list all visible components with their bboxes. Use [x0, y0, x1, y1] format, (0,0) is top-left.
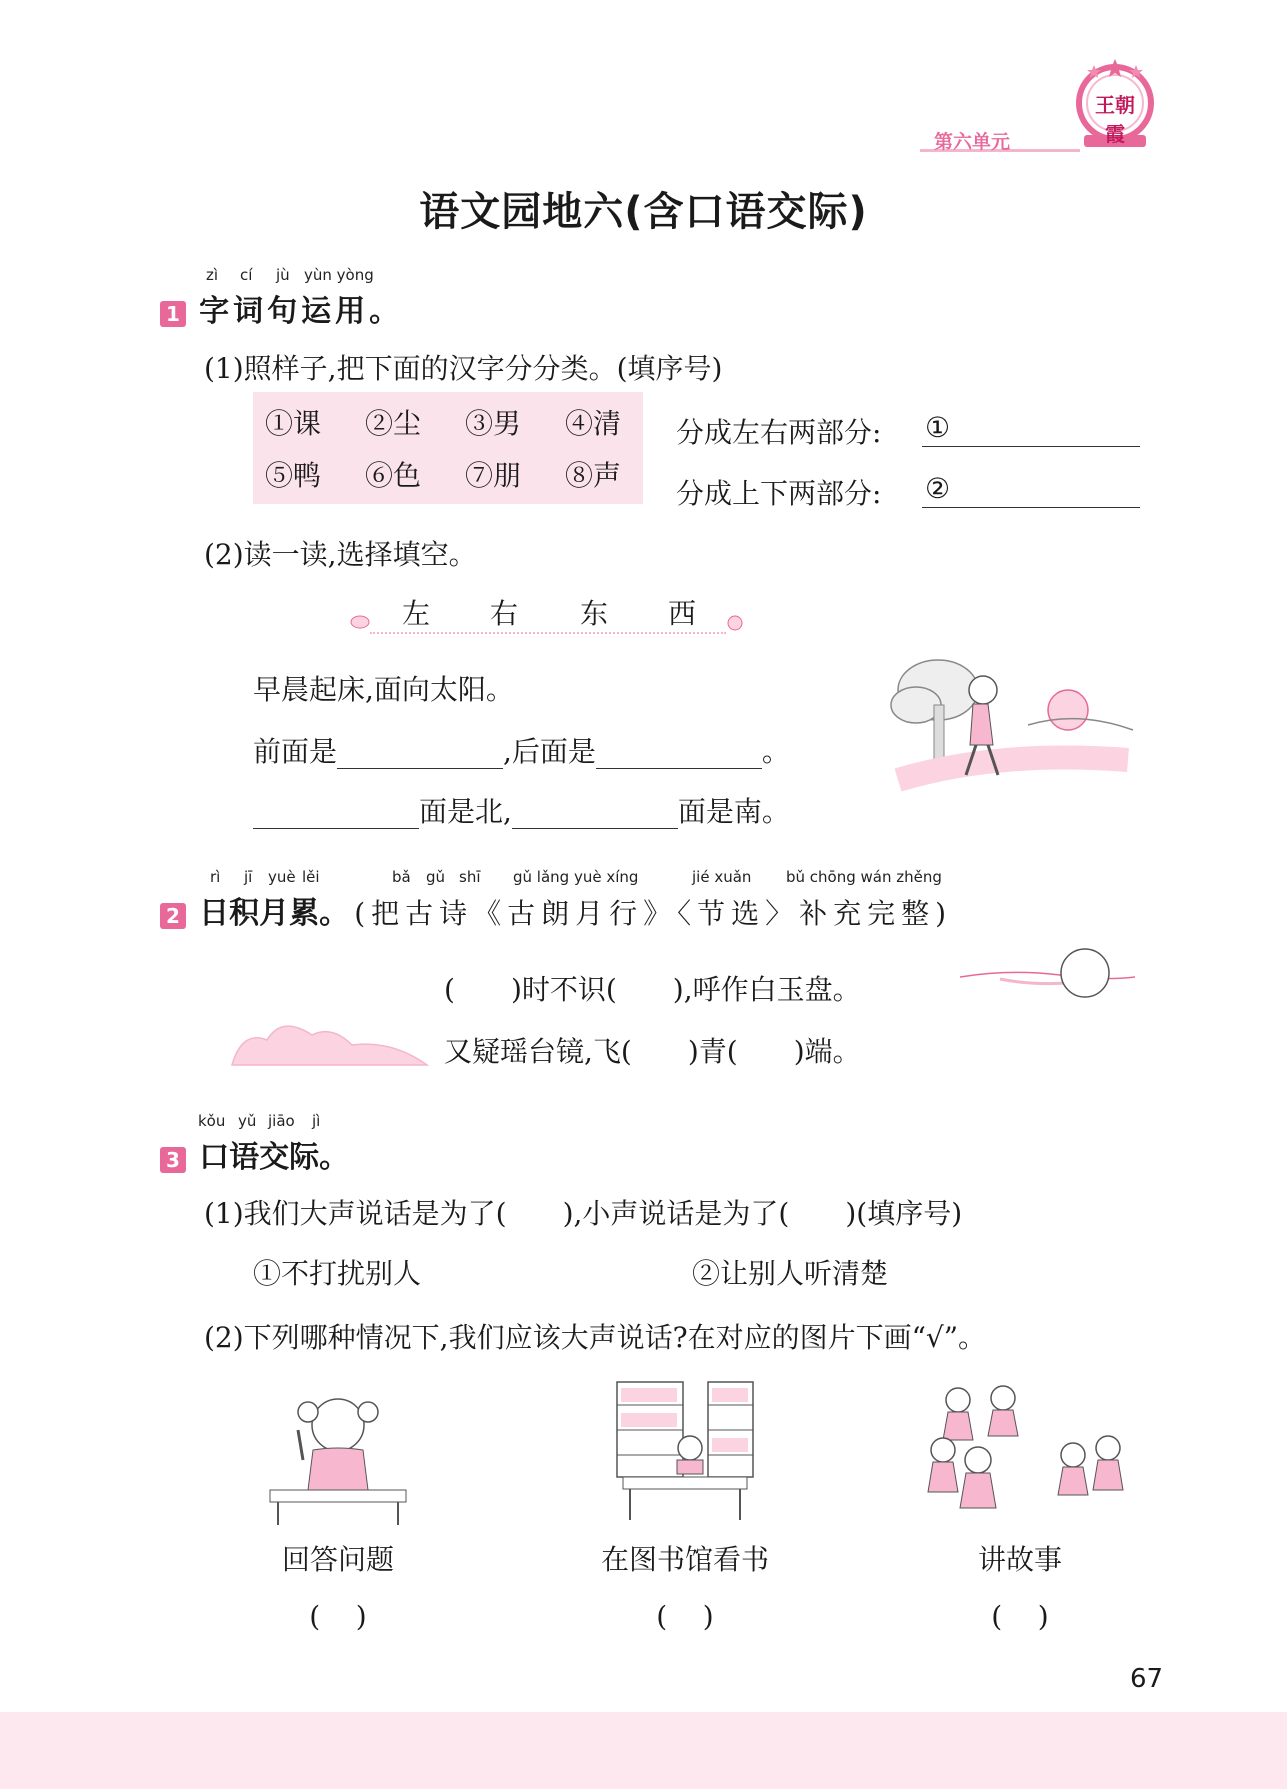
text-span: 又疑瑶台镜,飞( — [444, 1035, 632, 1068]
top-bottom-answer-line[interactable] — [922, 507, 1140, 508]
header — [920, 55, 1160, 155]
left-right-label: 分成左右两部分: — [676, 416, 882, 449]
footer-band — [0, 1712, 1287, 1789]
pinyin: gǔ lǎng yuè xíng — [513, 868, 639, 886]
s3-q2-instruction: (2)下列哪种情况下,我们应该大声说话?在对应的图片下画“√”。 — [204, 1321, 987, 1354]
answer-blank[interactable] — [253, 795, 419, 829]
left-right-answer-line[interactable] — [922, 446, 1140, 447]
direction-line3 — [253, 790, 790, 830]
top-bottom-label: 分成上下两部分: — [676, 477, 882, 510]
left-right-example: ① — [925, 411, 951, 444]
option-bar — [350, 592, 750, 636]
text-span: )青( — [687, 1035, 738, 1068]
cloud-illustration — [222, 1010, 432, 1070]
picture-caption: 回答问题 — [281, 1543, 394, 1576]
section-number-badge: 1 — [160, 301, 186, 327]
char-item: ⑤鸭 — [265, 459, 322, 492]
char-item: ③男 — [465, 407, 522, 440]
leaf-icon — [350, 614, 370, 630]
pinyin: lěi — [302, 868, 320, 886]
q2-instruction: (2)读一读,选择填空。 — [204, 538, 477, 571]
char-item: ⑦朋 — [465, 459, 522, 492]
text-span: ),呼作白玉盘。 — [672, 973, 861, 1006]
option-item: 西 — [668, 597, 697, 630]
section-title: 字词句运用。 — [199, 294, 404, 329]
answer-blank[interactable] — [512, 795, 678, 829]
text-span: (1)我们大声说话是为了( — [204, 1197, 507, 1230]
text-span: ( — [444, 973, 455, 1006]
section-number-badge: 3 — [160, 1147, 186, 1173]
option-item: 左 — [402, 597, 431, 630]
pinyin: yǔ — [238, 1112, 257, 1130]
pinyin: jī — [244, 868, 253, 886]
text-span: 。 — [761, 735, 790, 768]
option-dots — [370, 632, 726, 634]
library-picture — [615, 1380, 755, 1530]
pinyin: yùn yòng — [304, 266, 374, 284]
pinyin: cí — [240, 266, 253, 284]
storytelling-picture — [918, 1380, 1128, 1520]
pinyin: jiāo — [268, 1112, 295, 1130]
text-span: )(填序号) — [845, 1197, 963, 1230]
logo-text: 王朝霞 — [1095, 93, 1135, 146]
moon-illustration — [960, 945, 1140, 1005]
text-span: )端。 — [793, 1035, 861, 1068]
char-item: ②尘 — [365, 407, 422, 440]
section-subtitle: (把古诗《古朗月行》〈节选〉补充完整) — [354, 897, 953, 930]
unit-label: 第六单元 — [934, 131, 1011, 153]
page-number: 67 — [1130, 1664, 1164, 1694]
pinyin: yuè — [268, 868, 296, 886]
pinyin: rì — [210, 868, 221, 886]
answer-blank[interactable] — [596, 735, 762, 769]
section2-pinyin — [206, 868, 1006, 888]
text-span: )时不识( — [510, 973, 617, 1006]
picture-caption: 讲故事 — [977, 1543, 1062, 1576]
pinyin: bǔ chōng wán zhěng — [786, 868, 942, 886]
picture-caption: 在图书馆看书 — [600, 1543, 769, 1576]
top-bottom-example: ② — [925, 472, 951, 505]
s3-q1-option1: ①不打扰别人 — [253, 1257, 422, 1290]
checkmark-answer[interactable]: ( ) — [991, 1600, 1049, 1633]
section3-pinyin — [198, 1112, 398, 1132]
pinyin: bǎ — [392, 868, 411, 886]
pinyin: kǒu — [198, 1112, 226, 1130]
option-item: 东 — [580, 597, 609, 630]
poem-line1 — [444, 968, 861, 1008]
pinyin: zì — [206, 266, 219, 284]
char-item: ①课 — [265, 407, 322, 440]
text-span: ,后面是 — [503, 735, 596, 768]
answer-blank[interactable] — [337, 735, 503, 769]
pinyin: jié xuǎn — [692, 868, 752, 886]
walking-child-illustration — [878, 650, 1138, 800]
flower-icon — [726, 614, 744, 632]
section-title: 口语交际。 — [199, 1140, 350, 1175]
checkmark-answer[interactable]: ( ) — [309, 1600, 367, 1633]
s3-q1-option2: ②让别人听清楚 — [692, 1257, 889, 1290]
section-number-badge: 2 — [160, 903, 186, 929]
char-item: ⑥色 — [365, 459, 422, 492]
poem-line2 — [444, 1030, 861, 1070]
q1-instruction: (1)照样子,把下面的汉字分分类。(填序号) — [204, 352, 723, 385]
section1-heading — [160, 286, 403, 330]
text-span: 面是南。 — [677, 795, 790, 828]
pinyin: gǔ — [426, 868, 446, 886]
pinyin: shī — [459, 868, 481, 886]
page-title: 语文园地六(含口语交际) — [419, 189, 868, 235]
char-box — [253, 392, 643, 504]
text-span: 前面是 — [253, 735, 338, 768]
direction-line2 — [253, 730, 790, 770]
option-item: 右 — [490, 597, 519, 630]
checkmark-answer[interactable]: ( ) — [656, 1600, 714, 1633]
direction-line1: 早晨起床,面向太阳。 — [253, 673, 514, 706]
text-span: ),小声说话是为了( — [562, 1197, 790, 1230]
pinyin: jì — [312, 1112, 321, 1130]
section2-heading — [160, 888, 952, 932]
s3-q1-text — [204, 1192, 962, 1232]
char-item: ⑧声 — [565, 459, 622, 492]
section3-heading — [160, 1132, 349, 1176]
pinyin: jù — [276, 266, 290, 284]
answering-question-picture — [268, 1390, 408, 1530]
section-title: 日积月累。 — [199, 896, 350, 931]
text-span: 面是北, — [419, 795, 512, 828]
char-item: ④清 — [565, 407, 622, 440]
